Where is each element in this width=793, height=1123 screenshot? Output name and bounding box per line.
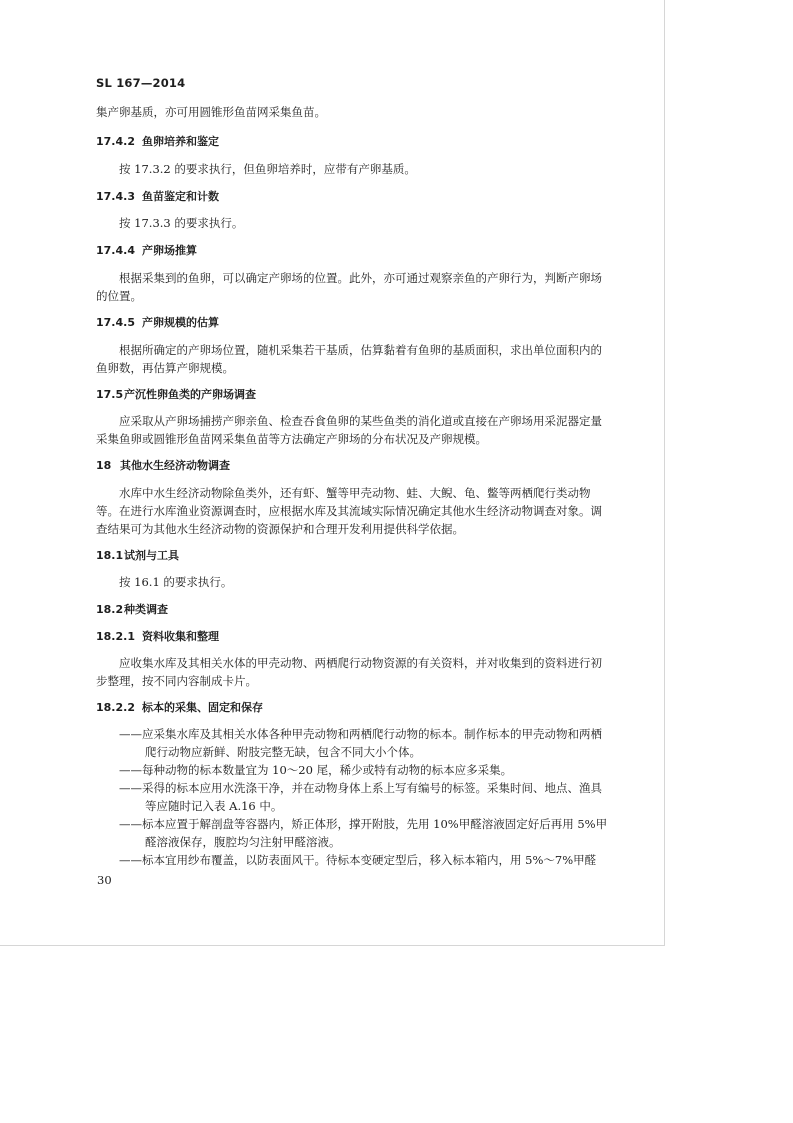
paragraph-17-4-2: 按 17.3.2 的要求执行，但鱼卵培养时，应带有产卵基质。	[119, 162, 416, 176]
paragraph-18-line-3: 查结果可为其他水生经济动物的资源保护和合理开发利用提供科学依据。	[96, 522, 464, 536]
list-item-5-line-1: ——标本宜用纱布覆盖，以防表面风干。待标本变硬定型后，移入标本箱内，用 5%～7%甲醛	[119, 853, 597, 867]
heading-17-4-3	[96, 190, 219, 204]
paragraph-18-line-2: 等。在进行水库渔业资源调查时，应根据水库及其流域实际情况确定其他水生经济动物调查对象。调	[96, 504, 602, 518]
section-number: 17.4.5	[96, 316, 135, 329]
section-number: 17.5	[96, 388, 124, 401]
section-title: 试剂与工具	[124, 549, 179, 562]
section-number: 18.2.2	[96, 701, 135, 714]
paragraph-17-4-3: 按 17.3.3 的要求执行。	[119, 216, 244, 230]
heading-17-4-5	[96, 316, 219, 330]
section-number: 17.4.2	[96, 135, 135, 148]
section-title: 产卵规模的估算	[142, 316, 219, 329]
heading-18-2-1	[96, 630, 219, 644]
heading-17-4-4	[96, 244, 197, 258]
list-item-3-line-1: ——采得的标本应用水洗涤干净，并在动物身体上系上写有编号的标签。采集时间、地点、渔具	[119, 781, 602, 795]
list-item-4-line-2: 醛溶液保存，腹腔均匀注射甲醛溶液。	[145, 835, 341, 849]
list-item-3-line-2: 等应随时记入表 A.16 中。	[145, 799, 283, 813]
paragraph-17-4-4-line-1: 根据采集到的鱼卵，可以确定产卵场的位置。此外，亦可通过观察亲鱼的产卵行为，判断产卵场	[119, 271, 602, 285]
section-number: 18.1	[96, 549, 124, 562]
section-number: 18.2	[96, 603, 124, 616]
paragraph-18-2-1-line-2: 步整理，按不同内容制成卡片。	[96, 674, 257, 688]
section-title: 鱼苗鉴定和计数	[142, 190, 219, 203]
heading-17-5	[96, 388, 256, 402]
standard-code: SL 167—2014	[96, 76, 186, 90]
page-number: 30	[97, 873, 112, 887]
heading-18-2-2	[96, 701, 263, 715]
paragraph-18-1: 按 16.1 的要求执行。	[119, 575, 233, 589]
heading-18	[96, 459, 230, 473]
paragraph-continued: 集产卵基质，亦可用圆锥形鱼苗网采集鱼苗。	[96, 105, 326, 119]
section-title: 产沉性卵鱼类的产卵场调查	[124, 388, 256, 401]
heading-17-4-2	[96, 135, 219, 149]
list-item-1-line-2: 爬行动物应新鲜、附肢完整无缺，包含不同大小个体。	[145, 745, 421, 759]
heading-18-1	[96, 549, 179, 563]
list-item-2-line-1: ——每种动物的标本数量宜为 10～20 尾，稀少或特有动物的标本应多采集。	[119, 763, 513, 777]
paragraph-18-line-1: 水库中水生经济动物除鱼类外，还有虾、蟹等甲壳动物、蛙、大鲵、龟、鳖等两栖爬行类动物	[119, 486, 591, 500]
section-title: 产卵场推算	[142, 244, 197, 257]
paragraph-18-2-1-line-1: 应收集水库及其相关水体的甲壳动物、两栖爬行动物资源的有关资料，并对收集到的资料进行初	[119, 656, 602, 670]
paragraph-17-5-line-2: 采集鱼卵或圆锥形鱼苗网采集鱼苗等方法确定产卵场的分布状况及产卵规模。	[96, 432, 487, 446]
section-title: 其他水生经济动物调查	[120, 459, 230, 472]
section-title: 标本的采集、固定和保存	[142, 701, 263, 714]
section-title: 种类调查	[124, 603, 168, 616]
section-number: 18.2.1	[96, 630, 135, 643]
paragraph-17-4-5-line-2: 鱼卵数，再估算产卵规模。	[96, 361, 234, 375]
section-title: 鱼卵培养和鉴定	[142, 135, 219, 148]
list-item-4-line-1: ——标本应置于解剖盘等容器内，矫正体形，撑开附肢，先用 10%甲醛溶液固定好后再用 5%甲	[119, 817, 608, 831]
paragraph-17-4-5-line-1: 根据所确定的产卵场位置，随机采集若干基质，估算黏着有鱼卵的基质面积，求出单位面积内的	[119, 343, 602, 357]
heading-18-2	[96, 603, 168, 617]
paragraph-17-4-4-line-2: 的位置。	[96, 289, 142, 303]
list-item-1-line-1: ——应采集水库及其相关水体各种甲壳动物和两栖爬行动物的标本。制作标本的甲壳动物和两栖	[119, 727, 602, 741]
paragraph-17-5-line-1: 应采取从产卵场捕捞产卵亲鱼、检查吞食鱼卵的某些鱼类的消化道或直接在产卵场用采泥器定量	[119, 414, 602, 428]
section-number: 18	[96, 459, 112, 472]
section-title: 资料收集和整理	[142, 630, 219, 643]
section-number: 17.4.4	[96, 244, 135, 257]
section-number: 17.4.3	[96, 190, 135, 203]
